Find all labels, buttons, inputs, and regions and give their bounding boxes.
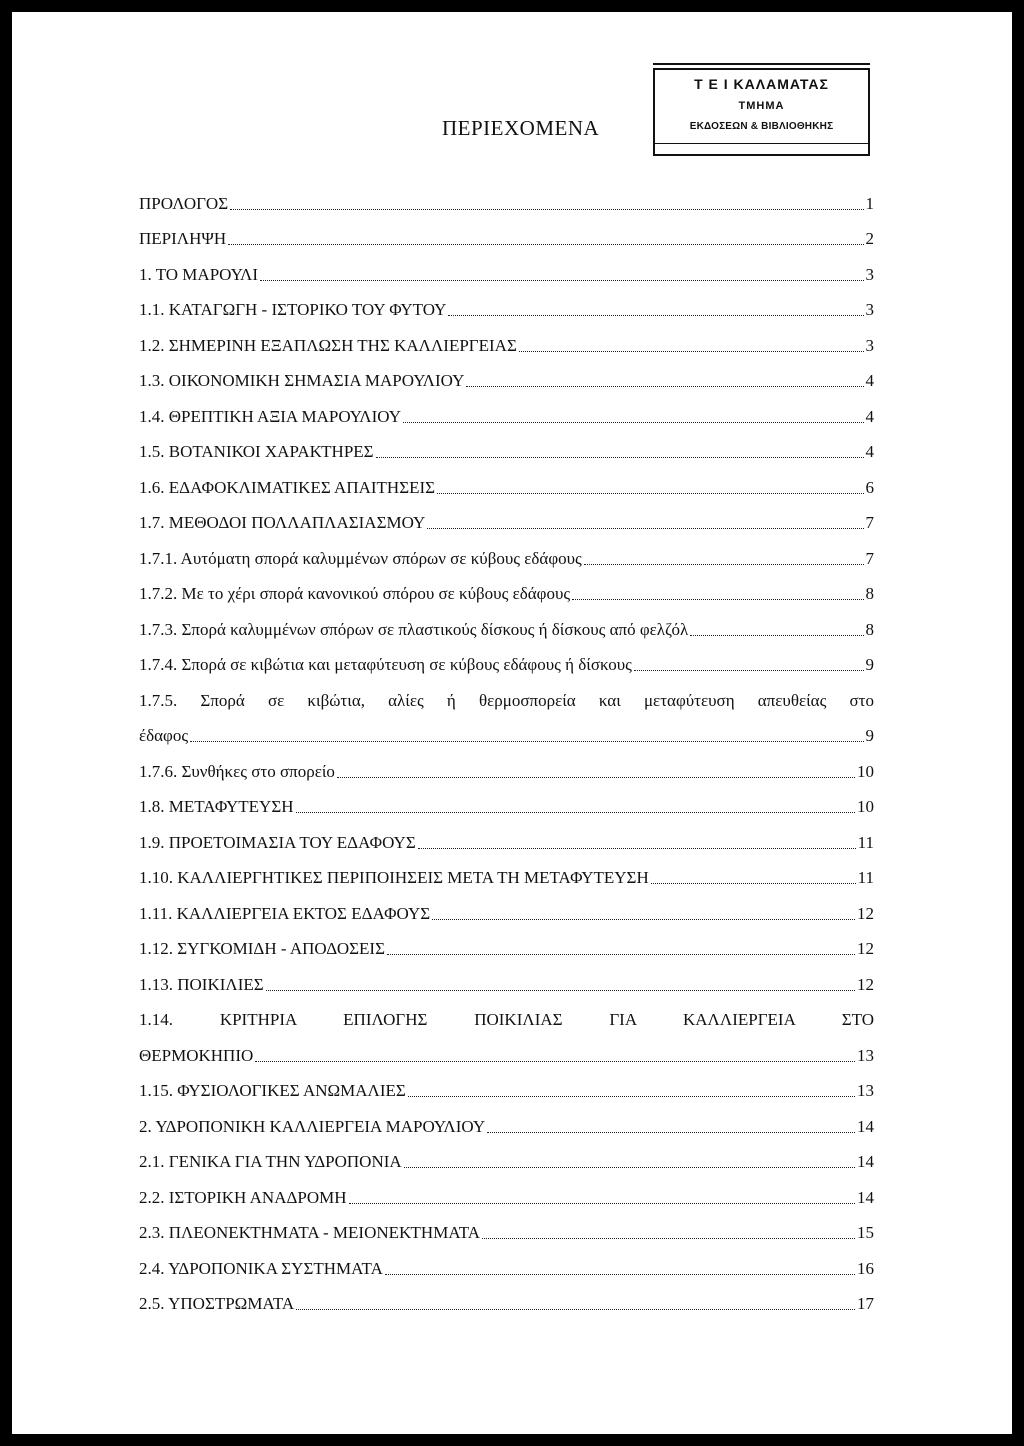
toc-entry-label: 1.5. ΒΟΤΑΝΙΚΟΙ ΧΑΡΑΚΤΗΡΕΣ bbox=[139, 442, 374, 461]
toc-dot-leader bbox=[448, 315, 863, 316]
toc-entry[interactable] bbox=[139, 959, 874, 995]
stamp-line-institution: Τ Ε Ι ΚΑΛΑΜΑΤΑΣ bbox=[694, 76, 829, 92]
toc-entry-label: 1.6. ΕΔΑΦΟΚΛΙΜΑΤΙΚΕΣ ΑΠΑΙΤΗΣΕΙΣ bbox=[139, 477, 436, 497]
toc-entry-label: 1.3. ΟΙΚΟΝΟΜΙΚΗ ΣΗΜΑΣΙΑ ΜΑΡΟΥΛΙΟΥ bbox=[139, 371, 465, 390]
toc-entry-label: 1.8. ΜΕΤΑΦΥΤΕΥΣΗ bbox=[139, 797, 294, 816]
toc-dot-leader bbox=[385, 1274, 855, 1275]
toc-page-number: 7 bbox=[865, 548, 874, 568]
toc-dot-leader bbox=[376, 457, 864, 458]
toc-dot-leader bbox=[519, 351, 864, 352]
toc-entry-label: 1.13. ΠΟΙΚΙΛΙΕΣ bbox=[139, 974, 264, 994]
stamp-bottom-rule bbox=[655, 143, 868, 144]
toc-entry-label: 1.7.5. Σπορά σε κιβώτια, αλίες ή θερμοσπορεία και μεταφύτευση απευθείας στο bbox=[139, 690, 874, 710]
toc-entry-label: 1.7.1. Αυτόματη σπορά καλυμμένων σπόρων σε κύβους εδάφους bbox=[139, 548, 582, 568]
toc-entry-label: 2.4. ΥΔΡΟΠΟΝΙΚΑ ΣΥΣΤΗΜΑΤΑ bbox=[139, 1258, 383, 1278]
toc-page-number: 1 bbox=[865, 193, 874, 213]
toc-page-number: 16 bbox=[857, 1258, 874, 1278]
toc-dot-leader bbox=[634, 670, 864, 671]
document-page bbox=[12, 12, 1012, 1434]
toc-entry-label: 1.15. ΦΥΣΙΟΛΟΓΙΚΕΣ ΑΝΩΜΑΛΙΕΣ bbox=[139, 1081, 406, 1100]
toc-page-number: 13 bbox=[857, 1081, 874, 1100]
toc-dot-leader bbox=[487, 1132, 855, 1133]
toc-dot-leader bbox=[296, 1309, 855, 1310]
toc-entry[interactable] bbox=[139, 711, 874, 747]
library-stamp bbox=[653, 68, 870, 156]
toc-entry[interactable] bbox=[139, 498, 874, 534]
toc-page-number: 14 bbox=[857, 1152, 874, 1171]
toc-entry[interactable] bbox=[139, 675, 874, 711]
toc-entry[interactable] bbox=[139, 782, 874, 818]
toc-entry[interactable] bbox=[139, 1101, 874, 1137]
toc-entry[interactable] bbox=[139, 640, 874, 676]
toc-page-number: 11 bbox=[857, 868, 874, 887]
toc-dot-leader bbox=[690, 635, 863, 636]
toc-entry-label: έδαφος bbox=[139, 726, 189, 745]
toc-entry[interactable] bbox=[139, 1279, 874, 1315]
toc-entry-label: 1.2. ΣΗΜΕΡΙΝΗ ΕΞΑΠΛΩΣΗ ΤΗΣ ΚΑΛΛΙΕΡΓΕΙΑΣ bbox=[139, 335, 517, 355]
toc-entry[interactable] bbox=[139, 249, 874, 285]
toc-entry[interactable] bbox=[139, 462, 874, 498]
toc-entry-label: 1.7. ΜΕΘΟΔΟΙ ΠΟΛΛΑΠΛΑΣΙΑΣΜΟΥ bbox=[139, 513, 426, 532]
toc-entry-label: 2.1. ΓΕΝΙΚΑ ΓΙΑ ΤΗΝ ΥΔΡΟΠΟΝΙΑ bbox=[139, 1152, 402, 1171]
toc-entry[interactable] bbox=[139, 1030, 874, 1066]
toc-page-number: 12 bbox=[857, 974, 874, 994]
toc-entry-label: 1.12. ΣΥΓΚΟΜΙΔΗ - ΑΠΟΔΟΣΕΙΣ bbox=[139, 939, 385, 958]
toc-entry-label: 2.3. ΠΛΕΟΝΕΚΤΗΜΑΤΑ - ΜΕΙΟΝΕΚΤΗΜΑΤΑ bbox=[139, 1223, 481, 1242]
toc-entry[interactable] bbox=[139, 427, 874, 463]
toc-page-number: 6 bbox=[865, 477, 874, 497]
toc-entry[interactable] bbox=[139, 178, 874, 214]
toc-dot-leader bbox=[482, 1238, 855, 1239]
toc-page-number: 15 bbox=[857, 1223, 874, 1242]
toc-page-number: 14 bbox=[857, 1116, 874, 1136]
toc-entry[interactable] bbox=[139, 569, 874, 605]
toc-dot-leader bbox=[255, 1061, 855, 1062]
toc-page-number: 9 bbox=[865, 655, 874, 674]
toc-page-number: 12 bbox=[857, 903, 874, 923]
toc-page-number: 7 bbox=[865, 513, 874, 532]
toc-entry[interactable] bbox=[139, 853, 874, 889]
toc-entry[interactable] bbox=[139, 1208, 874, 1244]
toc-page-number: 4 bbox=[865, 442, 874, 461]
toc-entry[interactable] bbox=[139, 888, 874, 924]
toc-entry[interactable] bbox=[139, 285, 874, 321]
toc-entry[interactable] bbox=[139, 746, 874, 782]
toc-dot-leader bbox=[432, 919, 855, 920]
toc-dot-leader bbox=[266, 990, 855, 991]
toc-page-number: 2 bbox=[865, 229, 874, 248]
toc-page-number: 10 bbox=[857, 761, 874, 781]
toc-entry[interactable] bbox=[139, 995, 874, 1031]
toc-dot-leader bbox=[437, 493, 863, 494]
toc-dot-leader bbox=[349, 1203, 855, 1204]
toc-page-number: 17 bbox=[857, 1294, 874, 1313]
toc-dot-leader bbox=[651, 883, 856, 884]
toc-page-number: 9 bbox=[865, 726, 874, 745]
table-of-contents bbox=[139, 178, 874, 1314]
toc-entry-label: 1.7.6. Συνθήκες στο σπορείο bbox=[139, 761, 335, 781]
toc-entry-label: 1.9. ΠΡΟΕΤΟΙΜΑΣΙΑ ΤΟΥ ΕΔΑΦΟΥΣ bbox=[139, 832, 416, 852]
toc-entry-label: 1.7.2. Με το χέρι σπορά κανονικού σπόρου σε κύβους εδάφους bbox=[139, 584, 571, 603]
toc-entry[interactable] bbox=[139, 924, 874, 960]
toc-dot-leader bbox=[387, 954, 855, 955]
toc-page-number: 4 bbox=[865, 371, 874, 390]
toc-entry-label: 2. ΥΔΡΟΠΟΝΙΚΗ ΚΑΛΛΙΕΡΓΕΙΑ ΜΑΡΟΥΛΙΟΥ bbox=[139, 1116, 486, 1136]
toc-entry-label: 1.4. ΘΡΕΠΤΙΚΗ ΑΞΙΑ ΜΑΡΟΥΛΙΟΥ bbox=[139, 406, 401, 426]
toc-entry-label: 1.7.4. Σπορά σε κιβώτια και μεταφύτευση σε κύβους εδάφους ή δίσκους bbox=[139, 655, 632, 674]
toc-entry[interactable] bbox=[139, 817, 874, 853]
toc-page-number: 3 bbox=[865, 264, 874, 284]
toc-dot-leader bbox=[584, 564, 864, 565]
toc-page-number: 14 bbox=[857, 1187, 874, 1207]
toc-dot-leader bbox=[466, 386, 863, 387]
toc-dot-leader bbox=[403, 422, 864, 423]
toc-entry[interactable] bbox=[139, 356, 874, 392]
toc-entry[interactable] bbox=[139, 1066, 874, 1102]
toc-entry[interactable] bbox=[139, 391, 874, 427]
toc-entry[interactable] bbox=[139, 1172, 874, 1208]
toc-entry-label: 1.14. ΚΡΙΤΗΡΙΑ ΕΠΙΛΟΓΗΣ ΠΟΙΚΙΛΙΑΣ ΓΙΑ ΚΑΛΛΙΕΡΓΕΙΑ ΣΤΟ bbox=[139, 1010, 874, 1029]
toc-page-number: 8 bbox=[865, 619, 874, 639]
toc-dot-leader bbox=[572, 599, 863, 600]
toc-entry-label: 2.5. ΥΠΟΣΤΡΩΜΑΤΑ bbox=[139, 1294, 295, 1313]
toc-page-number: 11 bbox=[857, 832, 874, 852]
toc-entry-label: ΠΕΡΙΛΗΨΗ bbox=[139, 229, 227, 248]
toc-page-number: 3 bbox=[865, 300, 874, 319]
toc-dot-leader bbox=[296, 812, 856, 813]
toc-entry-label: 1.10. ΚΑΛΛΙΕΡΓΗΤΙΚΕΣ ΠΕΡΙΠΟΙΗΣΕΙΣ ΜΕΤΑ ΤΗ ΜΕΤΑΦΥΤΕΥΣΗ bbox=[139, 868, 649, 887]
toc-dot-leader bbox=[408, 1096, 855, 1097]
toc-entry-label: ΠΡΟΛΟΓΟΣ bbox=[139, 193, 229, 213]
toc-page-number: 13 bbox=[857, 1045, 874, 1065]
toc-dot-leader bbox=[404, 1167, 855, 1168]
toc-page-number: 10 bbox=[857, 797, 874, 816]
toc-entry[interactable] bbox=[139, 1243, 874, 1279]
toc-dot-leader bbox=[260, 280, 863, 281]
toc-dot-leader bbox=[427, 528, 863, 529]
page-title: ΠΕΡΙΕΧΟΜΕΝΑ bbox=[442, 116, 600, 140]
toc-entry[interactable] bbox=[139, 604, 874, 640]
stamp-top-rule bbox=[653, 63, 870, 65]
toc-entry[interactable] bbox=[139, 1137, 874, 1173]
toc-page-number: 8 bbox=[865, 584, 874, 603]
toc-dot-leader bbox=[190, 741, 863, 742]
toc-dot-leader bbox=[337, 777, 855, 778]
toc-entry-label: 2.2. ΙΣΤΟΡΙΚΗ ΑΝΑΔΡΟΜΗ bbox=[139, 1187, 347, 1207]
toc-page-number: 4 bbox=[865, 406, 874, 426]
toc-entry-label: 1. ΤΟ ΜΑΡΟΥΛΙ bbox=[139, 264, 259, 284]
stamp-line-department: ΤΜΗΜΑ bbox=[738, 100, 785, 112]
toc-dot-leader bbox=[418, 848, 856, 849]
toc-entry-label: ΘΕΡΜΟΚΗΠΙΟ bbox=[139, 1045, 254, 1065]
toc-dot-leader bbox=[228, 244, 863, 245]
toc-dot-leader bbox=[230, 209, 863, 210]
toc-page-number: 3 bbox=[865, 335, 874, 355]
toc-entry-label: 1.11. ΚΑΛΛΙΕΡΓΕΙΑ ΕΚΤΟΣ ΕΔΑΦΟΥΣ bbox=[139, 903, 431, 923]
toc-entry[interactable] bbox=[139, 320, 874, 356]
stamp-line-library: ΕΚΔΟΣΕΩΝ & ΒΙΒΛΙΟΘΗΚΗΣ bbox=[689, 121, 834, 132]
toc-entry[interactable] bbox=[139, 533, 874, 569]
toc-entry-label: 1.1. ΚΑΤΑΓΩΓΗ - ΙΣΤΟΡΙΚΟ ΤΟΥ ΦΥΤΟΥ bbox=[139, 300, 447, 319]
toc-page-number: 12 bbox=[857, 939, 874, 958]
toc-entry-label: 1.7.3. Σπορά καλυμμένων σπόρων σε πλαστικούς δίσκους ή δίσκους από φελζόλ bbox=[139, 619, 689, 639]
toc-entry[interactable] bbox=[139, 214, 874, 250]
